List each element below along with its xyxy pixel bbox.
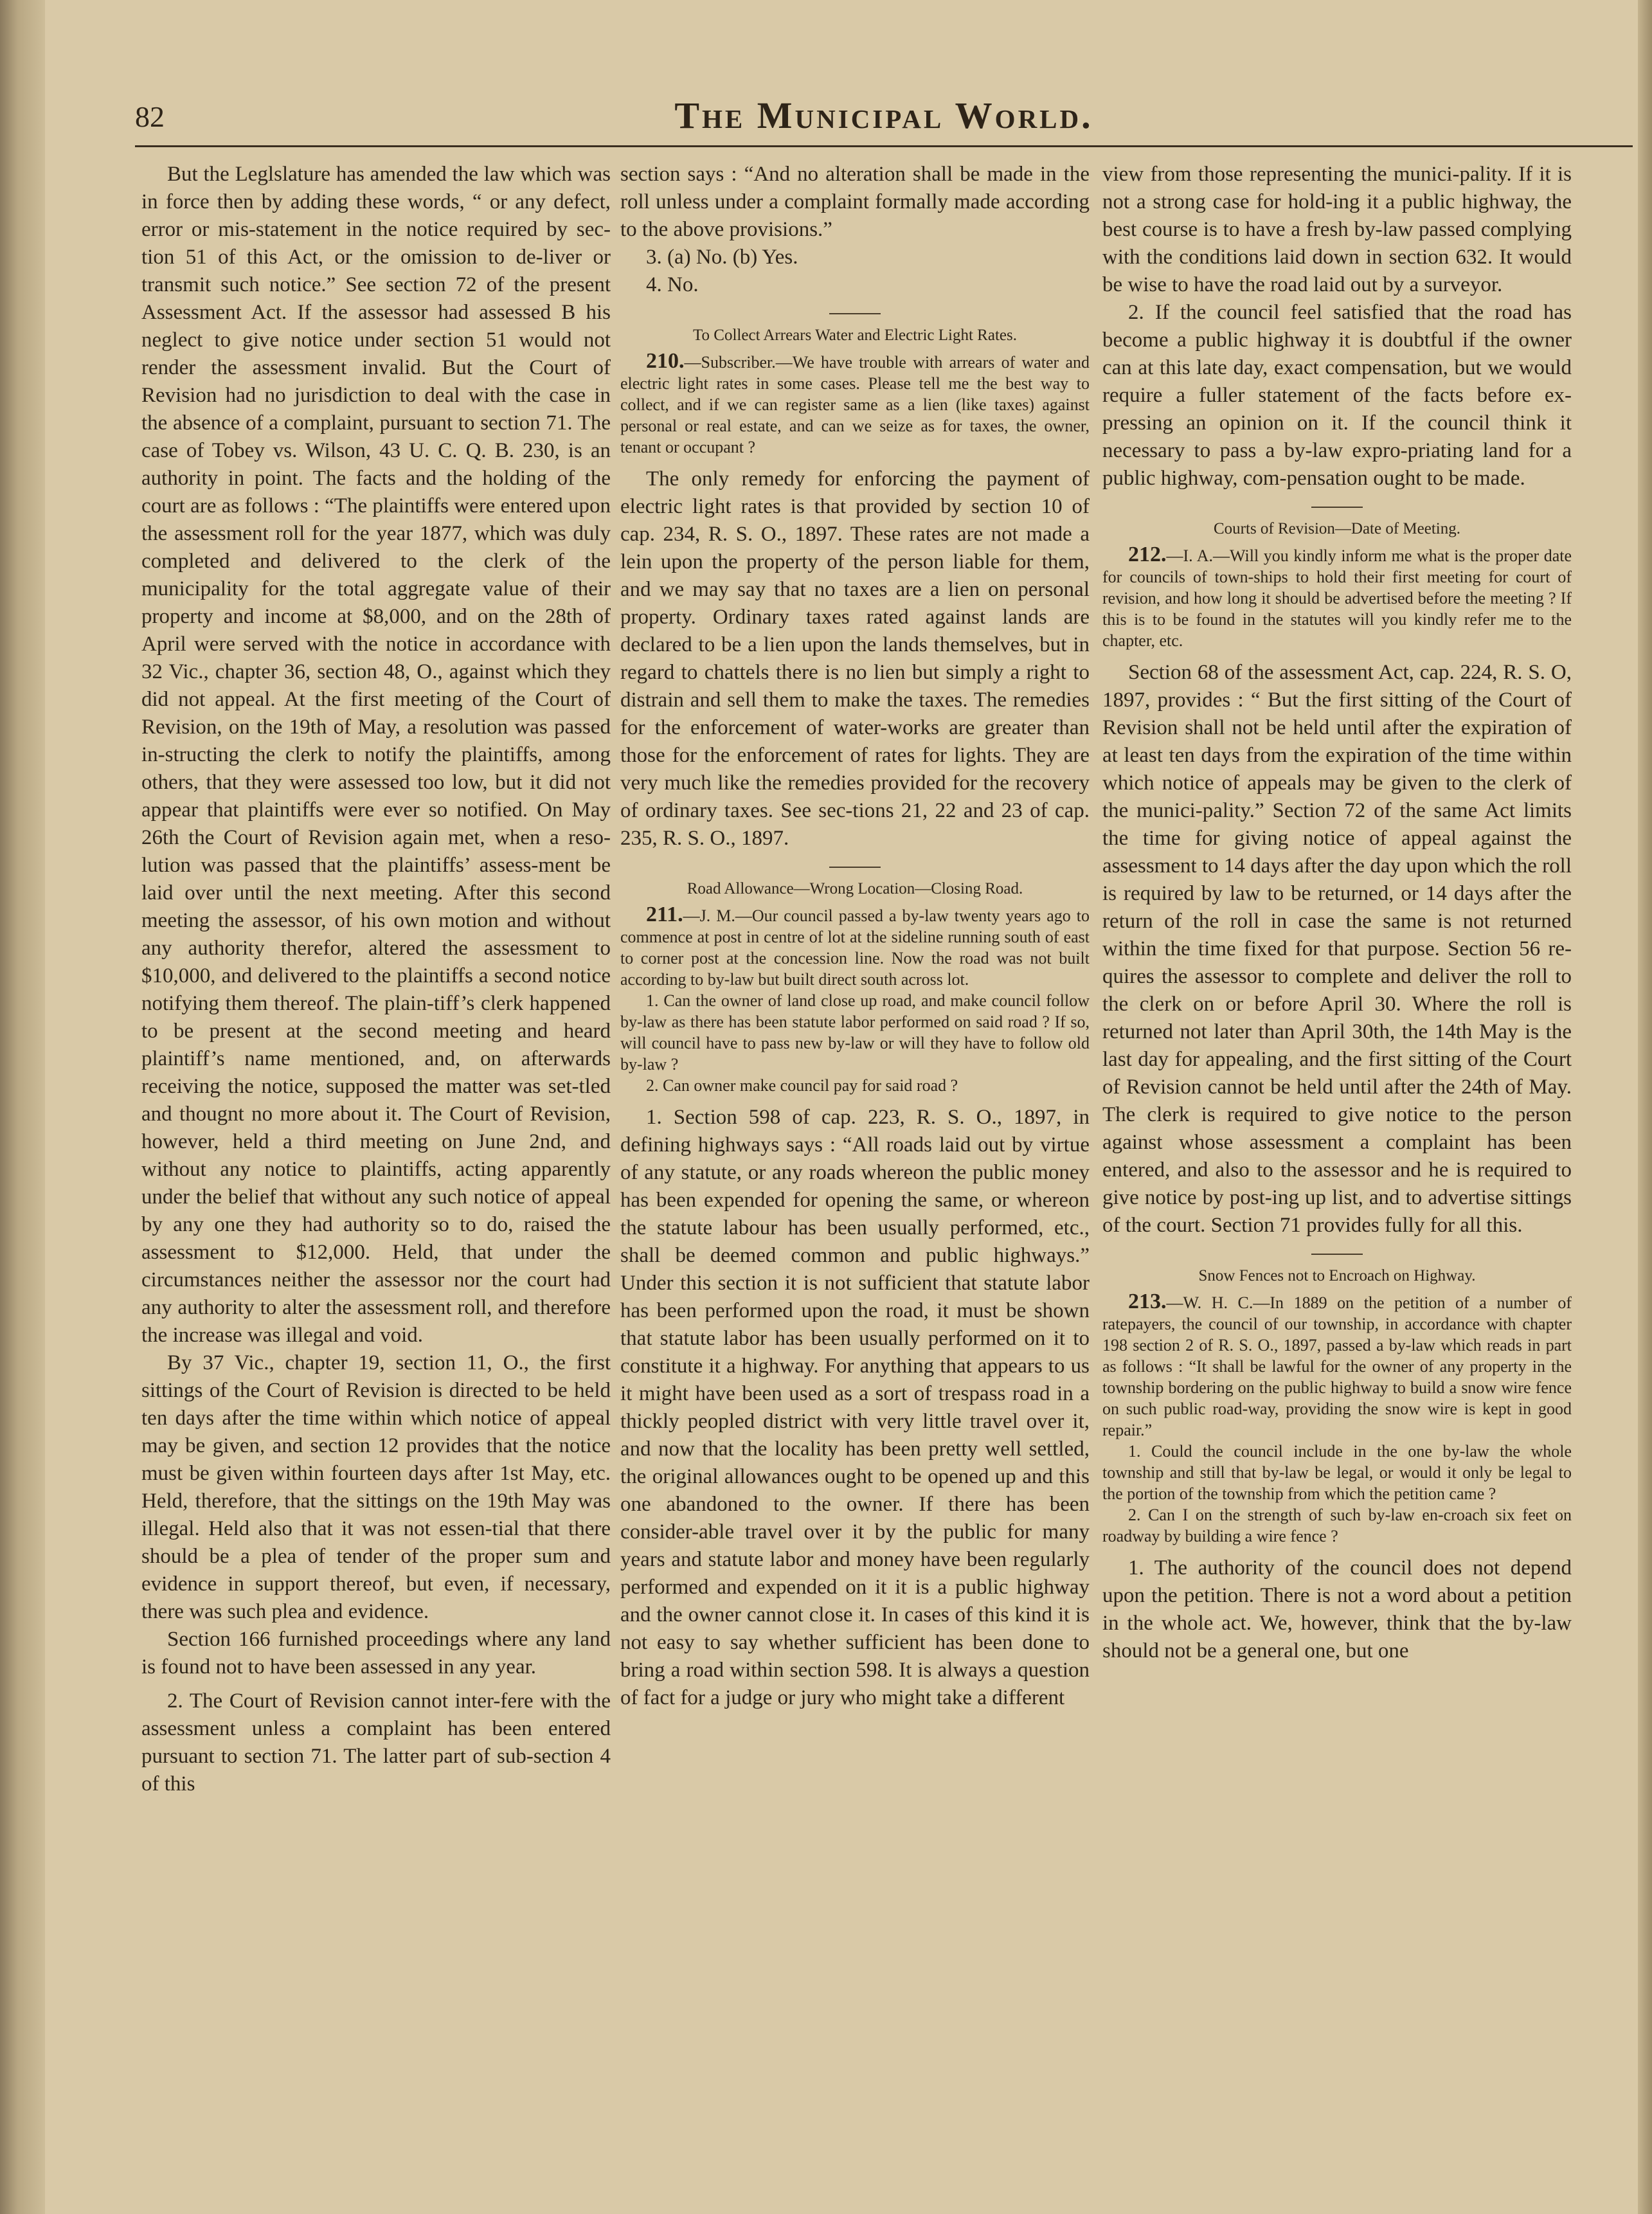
section-divider [1311,1254,1363,1255]
query-heading-211: Road Allowance—Wrong Location—Closing Road. [687,880,1023,897]
query-item: 1. Could the council include in the one by-law the whole township and still that by-law be legal, or would it only be legal to the portion of the township from which the petition came ? [1102,1442,1572,1503]
paragraph: 2. If the council feel satisfied that the road has become a public highway it is doubtful if the owner can at this late day, exact compensation, but we would require a fuller statement of the facts before ex-pressing an opinion on it. If the council think it necessary to pass a by-law expro-priating land for a public highway, com-pensation ought to be made. [1102,301,1572,490]
section-divider [829,867,881,868]
answer-line: 4. No. [646,273,699,296]
paragraph: 2. The Court of Revision cannot inter-fere with the assessment unless a complaint has been entered pursuant to section 71. The latter part of sub-section 4 of this [141,1689,611,1796]
answer-line: 3. (a) No. (b) Yes. [646,246,798,269]
answer-210: The only remedy for enforcing the payment of electric light rates is that provided by section 10 of cap. 234, R. S. O., 1897. These rates are not made a lein upon the property of the person liable for them, and we may say that no taxes are a lien on personal property. Ordinary taxes rated against lands are declared to be a lien upon the lands themselves, but in regard to chattels there is no lien but simply a right to distrain and sell them to make the taxes. The remedies for the enforcement of water-works are greater than those for the enforcement of rates for lights. They are very much like the remedies provided for the recovery of ordinary taxes. See sec-tions 21, 22 and 23 of cap. 235, R. S. O., 1897. [620,467,1090,850]
query-211 [620,904,1090,990]
header-rule [135,145,1633,147]
query-210 [620,350,1090,458]
section-divider [829,313,881,314]
query-text: —Subscriber.—We have trouble with arrears of water and electric light rates in some cases. Please tell me the best way to collect, and if we can register same as a lien (like taxes) against personal or real estate, and can we seize as for taxes, the owner, tenant or occupant ? [620,353,1090,456]
paragraph: section says : “And no alteration shall be made in the roll unless under a complaint formally made according to the above provisions.” [620,163,1090,241]
query-heading-213: Snow Fences not to Encroach on Highway. [1198,1267,1476,1284]
answer-212: Section 68 of the assessment Act, cap. 224, R. S. O, 1897, provides : “ But the first sitting of the Court of Revision shall not be held until after the expiration of at least ten days from the expiration of the time within which notice of appeals may be given to the clerk of the munici-pality.” Section 72 of the same Act limits the time for giving notice of appeal against the assessment to 14 days after the day upon which the roll is required by law to be returned, or 14 days after the return of the roll in case the same is not returned within the time fixed for that purpose. Section 56 re-quires the assessor to complete and deliver the roll to the clerk on or before April 30. Where the roll is returned not later than April 30th, the 14th May is the last day for appealing, and the first sitting of the Court of Revision cannot be held until after the 24th of May. The clerk is required to give notice to the person against whose assessment a complaint has been entered, and also to the assessor and he is required to give notice by post-ing up list, and to advertise sittings of the court. Section 71 provides fully for all this. [1102,661,1572,1237]
paragraph: view from those representing the munici-pality. If it is not a strong case for hold-ing it a public highway, the best course is to have a fresh by-law passed complying with the conditions laid down in section 632. It would be wise to have the road laid out by a surveyor. [1102,163,1572,296]
query-number: 211. [646,903,683,926]
query-item: 2. Can owner make council pay for said road ? [646,1076,958,1095]
query-item: 1. Can the owner of land close up road, and make council follow by-law as there has been statute labor performed on said road ? If so, will council have to pass new by-law or will they have to follow old by-law ? [620,991,1090,1074]
query-text: —I. A.—Will you kindly inform me what is the proper date for councils of town-ships to hold their first meeting for court of revision, and how long it should be advertised before the meeting ? If this is to be found in the statutes will you kindly refer me to the chapter, etc. [1102,546,1572,650]
page [77,0,1620,2214]
paragraph: But the Leglslature has amended the law which was in force then by adding these words, “ or any defect, error or mis-statement in the notice required by sec-tion 51 of this Act, or the omission to de-liver or transmit such notice.” See section 72 of the present Assessment Act. If the assessor had assessed B his neglect to give notice under section 51 would not render the assessment invalid. But the Court of Revision had no jurisdiction to deal with the case in the absence of a complaint, pursuant to section 71. The case of Tobey vs. Wilson, 43 U. C. Q. B. 230, is an authority in point. The facts and the holding of the court are as follows : “The plaintiffs were entered upon the assessment roll for the year 1877, which was duly completed and delivered to the clerk of the municipality for the total aggregate value of their property and income at $8,000, and on the 28th of April were served with the notice in accordance with 32 Vic., chapter 36, section 48, O., against which they did not appeal. At the first meeting of the Court of Revision, on the 19th of May, a resolution was passed in-structing the clerk to notify the plaintiffs, among others, that they were assessed too low, but it did not appear that plaintiffs were ever so notified. On May 26th the Court of Revision again met, when a reso-lution was passed that the plaintiffs’ assess-ment be laid over until the next meeting. After this second meeting the assessor, of his own motion and without any authority therefor, altered the assessment to $10,000, and delivered to the plaintiffs a second notice notifying them thereof. The plain-tiff’s clerk happened to be present at the second meeting and heard plaintiff’s name mentioned, and, on afterwards receiving the notice, supposed the matter was set-tled and thougnt no more about it. The Court of Revision, however, held a third meeting on June 2nd, and without any notice to plaintiffs, acting apparently under the belief that without any such notice of appeal by any one they had authority so to do, raised the assessment to $12,000. Held, that under the circumstances neither the assessor nor the court had any authority to alter the assessment roll, and therefore the increase was illegal and void. [141,163,611,1347]
page-number: 82 [135,100,165,133]
query-number: 210. [646,349,685,373]
query-heading-210: To Collect Arrears Water and Electric Light Rates. [693,327,1017,344]
answer-211: 1. Section 598 of cap. 223, R. S. O., 1897, in defining highways says : “All roads laid out by virtue of any statute, or any roads whereon the public money has been expended for opening the same, or whereon the statute labour has been usually performed, etc., shall be deemed common and public highways.” Under this section it is not sufficient that statute labor has been performed upon the road, it must be shown that statute labor has been usually performed on it to constitute it a highway. For anything that appears to us it might have been used as a sort of trespass road in a thickly peopled district with very little travel over it, and now that the locality has been pretty well settled, the original allowances ought to be opened up and this one abandoned to the owner. If there has been consider-able travel over it by the public for many years and statute labor and money have been regularly performed and expended on it it is a public highway and the owner cannot close it. In cases of this kind it is not easy to say whether sufficient has been done to bring a road within section 598. It is always a question of fact for a judge or jury who might take a different [620,1106,1090,1709]
column-3 [1102,161,1572,2115]
book-spine [0,0,45,2214]
query-213 [1102,1291,1572,1441]
query-heading-212: Courts of Revision—Date of Meeting. [1214,520,1460,537]
query-item: 2. Can I on the strength of such by-law en-croach six feet on roadway by building a wire fence ? [1102,1506,1572,1545]
journal-title: The Municipal World. [674,94,1093,136]
page-edge [1638,0,1652,2214]
column-2 [620,161,1090,2115]
page-header [135,94,1633,143]
query-text: —J. M.—Our council passed a by-law twenty years ago to commence at post in centre of lot at the sideline running south of east to corner post at the concession line. Now the road was not built according to by-law but built direct south across lot. [620,906,1090,989]
answer-213: 1. The authority of the council does not depend upon the petition. There is not a word about a petition in the whole act. We, however, think that the by-law should not be a general one, but one [1102,1556,1572,1662]
query-212 [1102,544,1572,651]
query-number: 212. [1128,543,1167,566]
paragraph: Section 166 furnished proceedings where any land is found not to have been assessed in any year. [141,1628,611,1679]
column-1 [141,161,611,2115]
query-text: —W. H. C.—In 1889 on the petition of a number of ratepayers, the council of our township, in accordance with chapter 198 section 2 of R. S. O., 1897, passed a by-law which reads in part as follows : “It shall be lawful for the owner of any property in the township bordering on the public highway to build a snow wire fence on such public road-way, providing the snow wire is kept in good repair.” [1102,1293,1572,1439]
paragraph: By 37 Vic., chapter 19, section 11, O., the first sittings of the Court of Revision is directed to be held ten days after the time within which notice of appeal may be given, and section 12 provides that the notice must be given within fourteen days after 1st May, etc. Held, therefore, that the sittings on the 19th May was illegal. Held also that it was not essen-tial that there should be a plea of tender of the proper sum and evidence in support thereof, but even, if necessary, there was such plea and evidence. [141,1351,611,1623]
section-divider [1311,507,1363,508]
query-number: 213. [1128,1290,1167,1313]
